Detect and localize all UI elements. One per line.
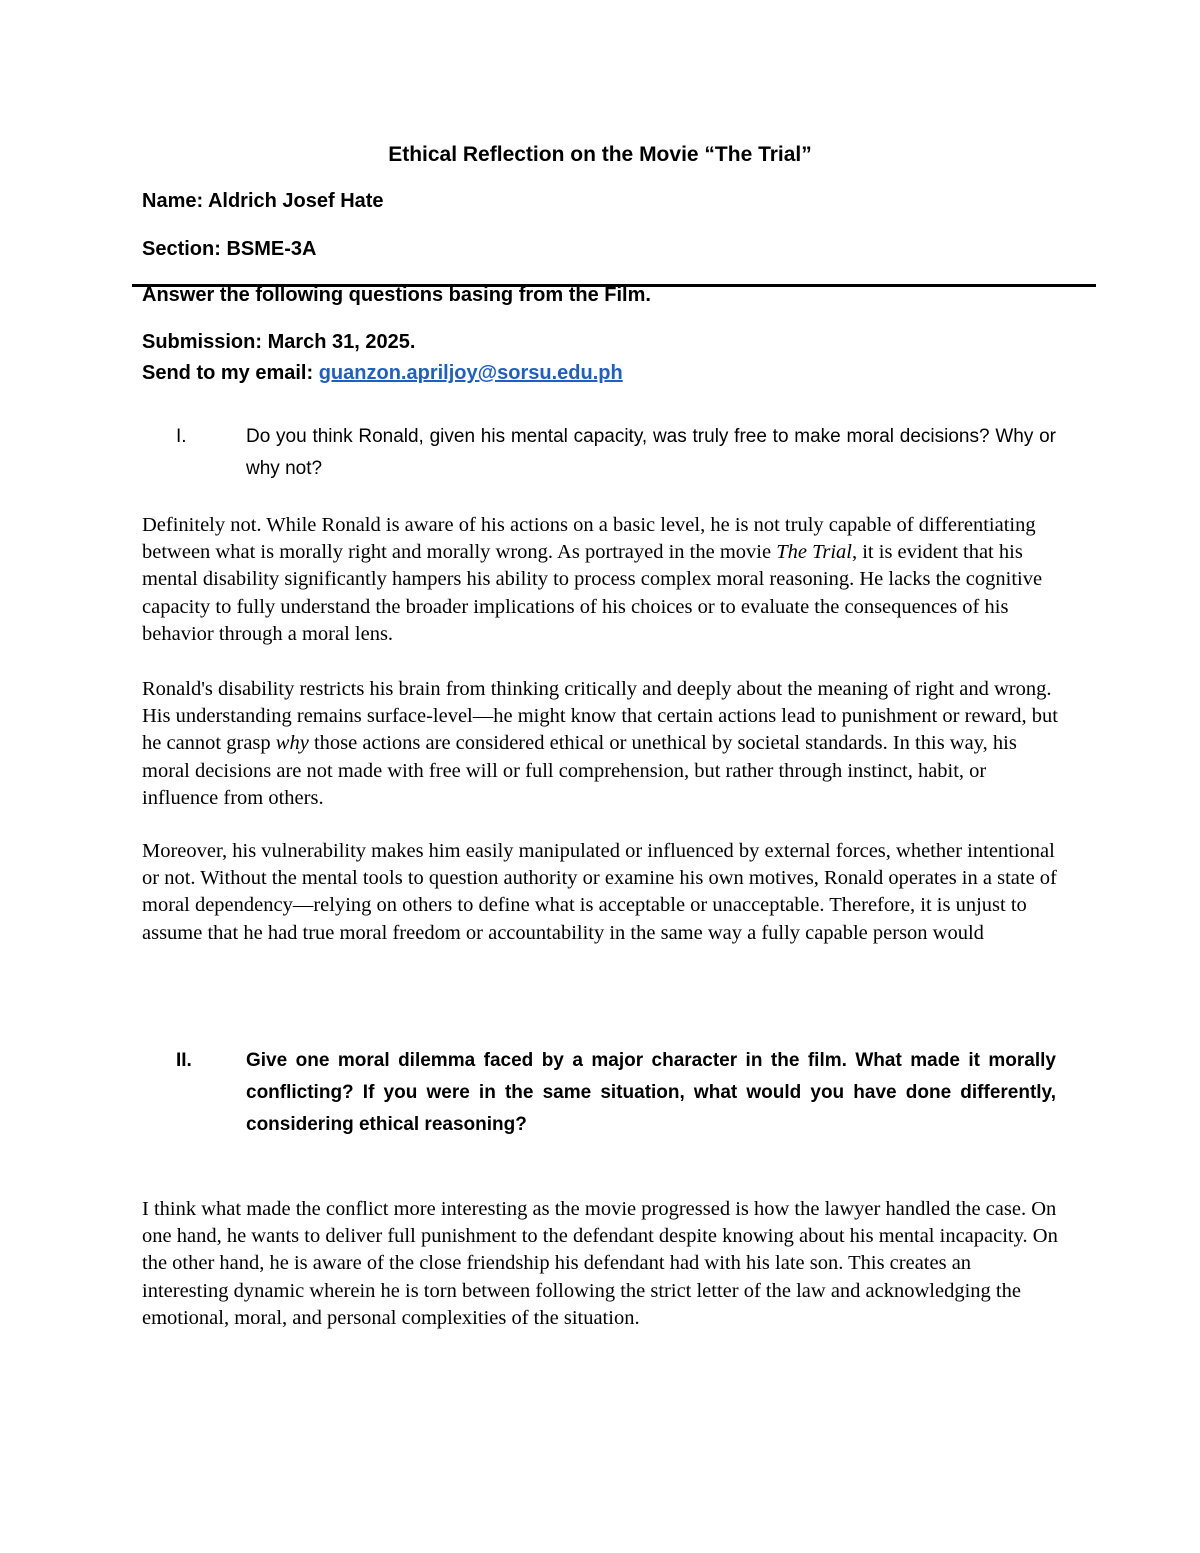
answer-2-paragraph-1: I think what made the conflict more interesting as the movie progressed is how the lawyer handled the case. On one hand, he wants to deliver full punishment to the defendant despite knowing about his mental incapacity. On the other hand, he is aware of the close friendship his defendant had with his late son. This creates an interesting dynamic wherein he is torn between following the strict letter of the law and acknowledging the emotional, moral, and personal complexities of the situation. [142,1198,1058,1329]
question-1-number: I. [176,426,187,447]
question-2-number: II. [176,1050,192,1071]
email-label: Send to my email: [142,362,319,384]
section-line: Section: BSME-3A [142,238,317,260]
name-line: Name: Aldrich Josef Hate [142,190,384,212]
instruction-line: Answer the following questions basing from the Film. [142,284,651,306]
question-1-text: Do you think Ronald, given his mental capacity, was truly free to make moral decisions? Why or why not? [246,426,1056,479]
document-title: Ethical Reflection on the Movie “The Trial” [388,143,812,166]
answer-1-block-2 [142,676,1062,812]
why-italic: why [275,732,309,755]
question-2-text: Give one moral dilemma faced by a major character in the film. What made it morally conflicting? If you were in the same situation, what would you have done differently, considering ethical reasoning? [246,1050,1056,1135]
answer-1-paragraph-3: Moreover, his vulnerability makes him easily manipulated or influenced by external forces, whether intentional or not. Without the mental tools to question authority or examine his own motives, Ronald operates in a state of moral dependency—relying on others to define what is acceptable or unacceptable. Therefore, it is unjust to assume that he had true moral freedom or accountability in the same way a fully capable person would [142,840,1057,944]
email-link[interactable]: guanzon.apriljoy@sorsu.edu.ph [318,362,623,384]
answer-1-paragraph-1: Definitely not. While Ronald is aware of his actions on a basic level, he is not truly capable of differentiating between what is morally right and morally wrong. As portrayed in the movie The Trial, it is evident that his mental disability significantly hampers his ability to process complex moral reasoning. He lacks the cognitive capacity to fully understand the broader implications of his choices or to evaluate the consequences of his behavior through a moral lens. [142,514,1043,645]
email-line [142,362,623,385]
submission-line: Submission: March 31, 2025. [142,331,416,353]
answer-1 [142,512,1062,648]
movie-title-italic: The Trial [776,541,852,564]
answer-1-paragraph-2: Ronald's disability restricts his brain from thinking critically and deeply about the meaning of right and wrong. His understanding remains surface-level—he might know that certain actions lead to punishment or reward, but he cannot grasp why those actions are considered ethical or unethical by societal standards. In this way, his moral decisions are not made with free will or full comprehension, but rather through instinct, habit, or influence from others. [142,678,1058,809]
question-2 [176,1045,1056,1141]
question-1 [176,421,1056,485]
answer-2 [142,1196,1062,1332]
answer-1-block-3 [142,838,1062,947]
